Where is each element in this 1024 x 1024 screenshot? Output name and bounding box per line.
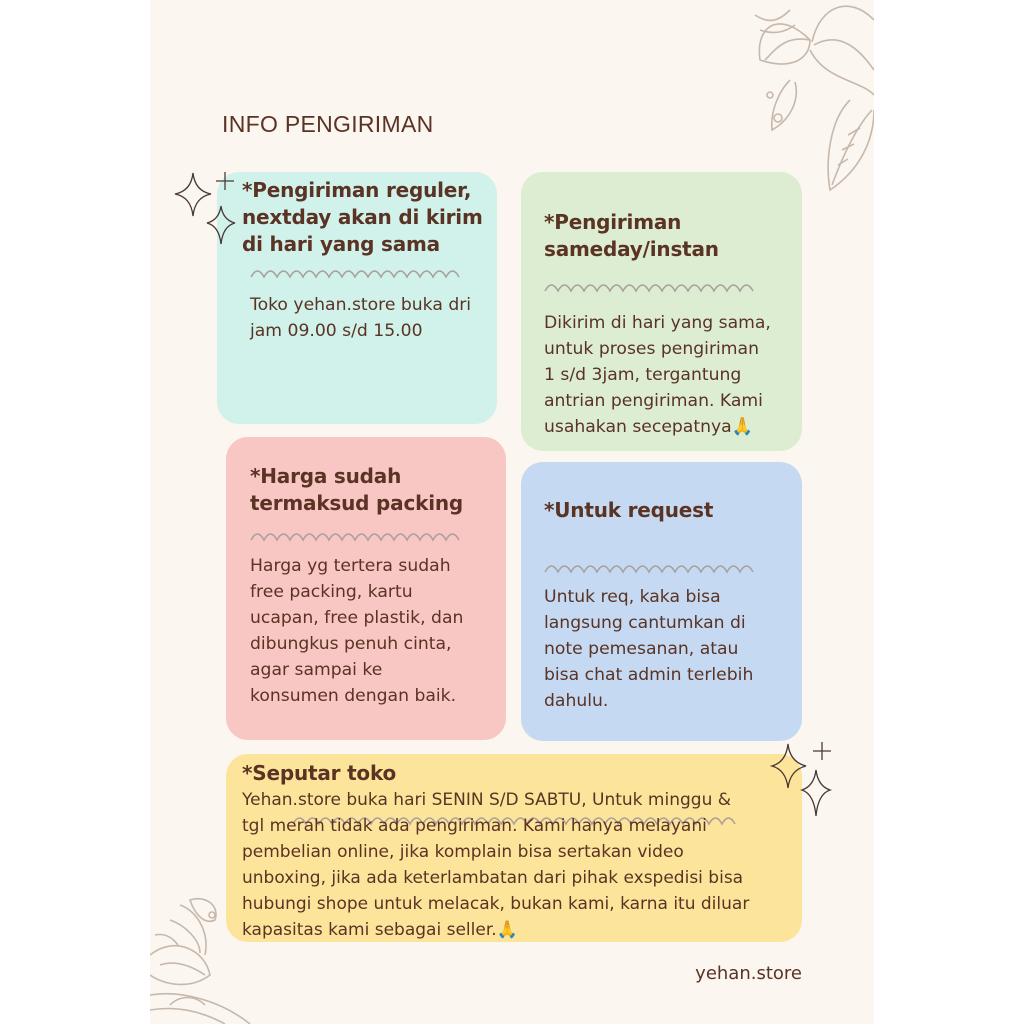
body-line: 1 s/d 3jam, tergantung [544, 365, 742, 385]
sparkle-icon [173, 168, 243, 250]
card-sameday [521, 172, 802, 451]
heading-line: nextday akan di kirim [242, 205, 483, 229]
card-harga-body [250, 553, 463, 709]
wave-divider-icon [250, 528, 464, 544]
wave-divider-icon [544, 560, 758, 576]
body-line: usahakan secepatnya🙏 [544, 417, 754, 437]
body-line: free packing, kartu [250, 582, 413, 602]
body-line: konsumen dengan baik. [250, 686, 457, 706]
body-line: bisa chat admin terlebih [544, 665, 754, 685]
card-harga [226, 437, 506, 740]
body-line: hubungi shope untuk melacak, bukan kami, karna itu diluar [242, 894, 750, 914]
page-title: INFO PENGIRIMAN [222, 111, 434, 137]
body-line: kapasitas kami sebagai seller.🙏 [242, 920, 518, 940]
heading-line: *Pengiriman [544, 210, 682, 234]
heading-line: *Seputar toko [242, 761, 397, 785]
body-line: Untuk req, kaka bisa [544, 587, 721, 607]
heading-line: sameday/instan [544, 237, 719, 261]
body-line: agar sampai ke [250, 660, 383, 680]
card-sameday-heading [544, 209, 719, 263]
sparkle-icon [770, 740, 840, 820]
body-line: Harga yg tertera sudah [250, 556, 451, 576]
footer-brand: yehan.store [695, 963, 802, 984]
body-line: pembelian online, jika komplain bisa sertakan video [242, 842, 684, 862]
body-line: note pemesanan, atau [544, 639, 739, 659]
heading-line: termaksud packing [250, 491, 464, 515]
body-line: antrian pengiriman. Kami [544, 391, 763, 411]
heading-line: *Untuk request [544, 498, 714, 522]
card-reguler [217, 172, 497, 424]
body-line: dibungkus penuh cinta, [250, 634, 452, 654]
card-sameday-body [544, 310, 771, 440]
card-harga-heading [250, 463, 463, 517]
body-line: Yehan.store buka hari SENIN S/D SABTU, Untuk minggu & [242, 790, 732, 810]
card-request [521, 462, 802, 741]
wave-divider-icon [544, 279, 758, 295]
card-request-body [544, 584, 753, 714]
body-line: tgl merah tidak ada pengiriman. Kami hanya melayani [242, 816, 707, 836]
body-line: untuk proses pengiriman [544, 339, 759, 359]
card-seputar-heading [242, 760, 396, 787]
heading-line: di hari yang sama [242, 232, 440, 256]
body-line: Toko yehan.store buka dri [250, 295, 472, 315]
card-request-heading [544, 497, 713, 524]
body-line: dahulu. [544, 691, 609, 711]
body-line: unboxing, jika ada keterlambatan dari pihak exspedisi bisa [242, 868, 744, 888]
body-line: jam 09.00 s/d 15.00 [250, 321, 423, 341]
heading-line: *Pengiriman reguler, [242, 178, 472, 202]
wave-divider-icon [250, 265, 464, 281]
card-reguler-heading [242, 177, 483, 258]
heading-line: *Harga sudah [250, 464, 402, 488]
card-seputar [226, 754, 802, 942]
floral-ornament-icon [750, 0, 874, 200]
card-reguler-body [250, 292, 471, 344]
body-line: ucapan, free plastik, dan [250, 608, 464, 628]
card-seputar-body [242, 787, 749, 943]
body-line: langsung cantumkan di [544, 613, 746, 633]
body-line: Dikirim di hari yang sama, [544, 313, 771, 333]
info-page [150, 0, 874, 1024]
